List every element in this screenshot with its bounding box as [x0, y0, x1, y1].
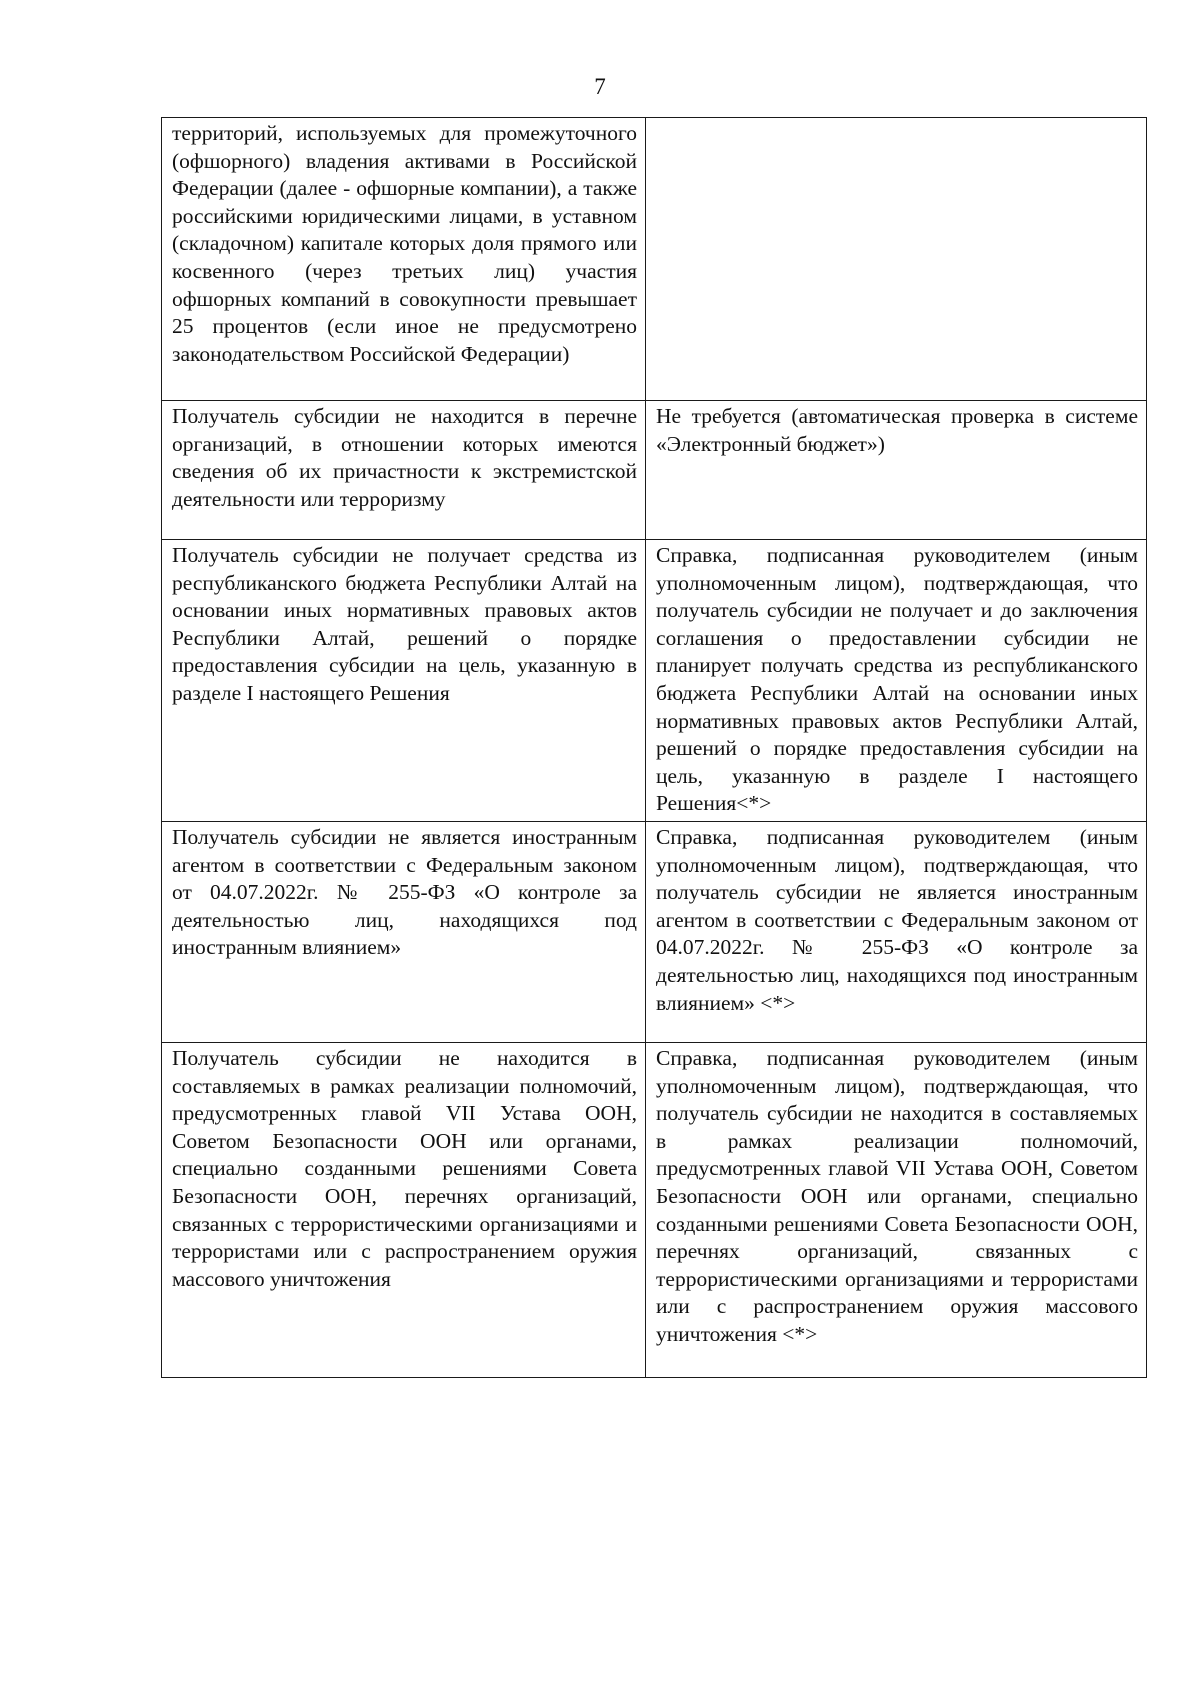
requirement-text: Получатель субсидии не получает средства из республиканского бюджета Республики Алтай на основании иных нормативных правовых актов Республики Алтай, решений о порядке предоставления субсидии на цель, указанную в разделе I настоящего Решения — [172, 543, 637, 705]
document-text: Не требуется (автоматическая проверка в системе «Электронный бюджет») — [656, 404, 1138, 456]
requirement-cell — [162, 118, 646, 401]
document-text: Справка, подписанная руководителем (иным уполномоченным лицом), подтверждающая, что получатель субсидии не является иностранным агентом в соответствии с Федеральным законом от 04.07.2022г. № 255-ФЗ «О контроле за деятельностью лиц, находящихся под иностранным влиянием» <*> — [656, 825, 1138, 1015]
requirement-text: Получатель субсидии не является иностранным агентом в соответствии с Федеральным законом от 04.07.2022г. № 255-ФЗ «О контроле за деятельностью лиц, находящихся под иностранным влиянием» — [172, 825, 637, 960]
requirement-cell — [162, 822, 646, 1043]
requirement-text: территорий, используемых для промежуточного (офшорного) владения активами в Российской Федерации (далее - офшорные компании), а также российскими юридическими лицами, в уставном (складочном) капитале которых доля прямого или косвенного (через третьих лиц) участия офшорных компаний в совокупности превышает 25 процентов (если иное не предусмотрено законодательством Российской Федерации) — [172, 121, 637, 366]
table-row — [162, 1043, 1147, 1378]
document-text: Справка, подписанная руководителем (иным уполномоченным лицом), подтверждающая, что получатель субсидии не получает и до заключения соглашения о предоставлении субсидии не планирует получать средства из республиканского бюджета Республики Алтай на основании иных нормативных правовых актов Республики Алтай, решений о порядке предоставления субсидии на цель, указанную в разделе I настоящего Решения<*> — [656, 543, 1138, 816]
requirement-cell — [162, 401, 646, 540]
table-row — [162, 822, 1147, 1043]
requirement-cell — [162, 1043, 646, 1378]
document-text: Справка, подписанная руководителем (иным уполномоченным лицом), подтверждающая, что получатель субсидии не находится в составляемых в рамках реализации полномочий, предусмотренных главой VII Устава ООН, Советом Безопасности ООН или органами, специально созданными решениями Совета Безопасности ООН, перечнях организаций, связанных с террористическими организациями и террористами или с распространением оружия массового уничтожения <*> — [656, 1046, 1138, 1346]
table-row — [162, 540, 1147, 822]
requirements-table — [161, 117, 1147, 1378]
page-number: 7 — [594, 74, 606, 99]
table-row — [162, 401, 1147, 540]
requirement-text: Получатель субсидии не находится в перечне организаций, в отношении которых имеются сведения об их причастности к экстремистской деятельности или терроризму — [172, 404, 637, 511]
document-cell — [646, 540, 1147, 822]
document-cell — [646, 1043, 1147, 1378]
document-cell — [646, 118, 1147, 401]
document-cell — [646, 822, 1147, 1043]
table-row — [162, 118, 1147, 401]
requirement-text: Получатель субсидии не находится в составляемых в рамках реализации полномочий, предусмотренных главой VII Устава ООН, Советом Безопасности ООН или органами, специально созданными решениями Совета Безопасности ООН, перечнях организаций, связанных с террористическими организациями и террористами или с распространением оружия массового уничтожения — [172, 1046, 637, 1291]
document-cell — [646, 401, 1147, 540]
requirement-cell — [162, 540, 646, 822]
